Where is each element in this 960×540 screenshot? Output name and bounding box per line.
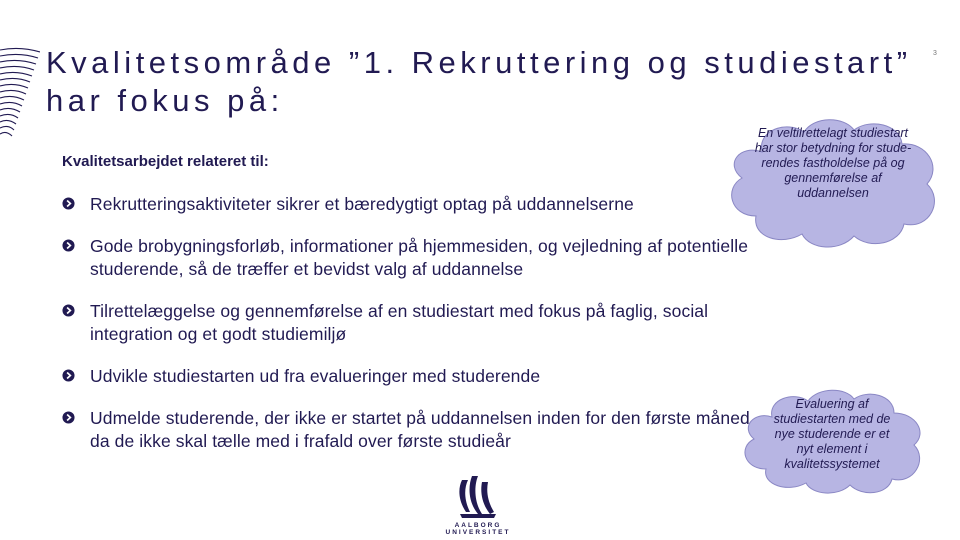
aalborg-university-logo xyxy=(424,474,534,534)
callout-cloud-fastholdelse xyxy=(722,112,947,252)
bullet-text: Udmelde studerende, der ikke er startet på uddannelsen inden for den første måned, da de ikke skal tælle med i frafald over første studieår xyxy=(90,408,755,451)
list-item xyxy=(62,235,762,281)
logo-text: AALBORG UNIVERSITET xyxy=(445,522,511,536)
slide-title: Kvalitetsområde ”1. Rekruttering og studiestart” har fokus på: xyxy=(46,45,912,118)
logo-mark xyxy=(424,474,534,522)
bullet-text: Udvikle studiestarten ud fra evalueringer med studerende xyxy=(90,366,541,386)
chevron-right-icon xyxy=(62,411,75,424)
callout-cloud-evaluering xyxy=(738,385,928,495)
bullet-list xyxy=(62,193,762,453)
section-subtitle: Kvalitetsarbejdet relateret til: xyxy=(62,153,269,170)
list-item xyxy=(62,193,762,216)
bullet-text: Tilrettelæggelse og gennemførelse af en studiestart med fokus på faglig, social integration og et godt studiemiljø xyxy=(90,301,709,344)
bullet-text: Rekrutteringsaktiviteter sikrer et bæredygtigt optag på uddannelserne xyxy=(90,194,634,214)
list-item xyxy=(62,365,762,388)
cloud-text: Evaluering af studiestarten med de nye studerende er et nyt element i kvalitetssystemet xyxy=(773,397,891,471)
bullet-text: Gode brobygningsforløb, informationer på hjemmesiden, og vejledning af potentielle studerende, så de træffer et bevidst valg af uddannelse xyxy=(90,236,749,279)
chevron-right-icon xyxy=(62,304,75,317)
decorative-wave-lines xyxy=(0,46,40,146)
chevron-right-icon xyxy=(62,369,75,382)
page-number: 3 xyxy=(933,50,937,57)
list-item xyxy=(62,300,762,346)
list-item xyxy=(62,407,762,453)
cloud-text: En veltilrettelagt studiestart har stor betydning for stude-rendes fastholdelse på og gennemførelse af uddannelsen xyxy=(754,126,912,200)
chevron-right-icon xyxy=(62,239,75,252)
chevron-right-icon xyxy=(62,197,75,210)
